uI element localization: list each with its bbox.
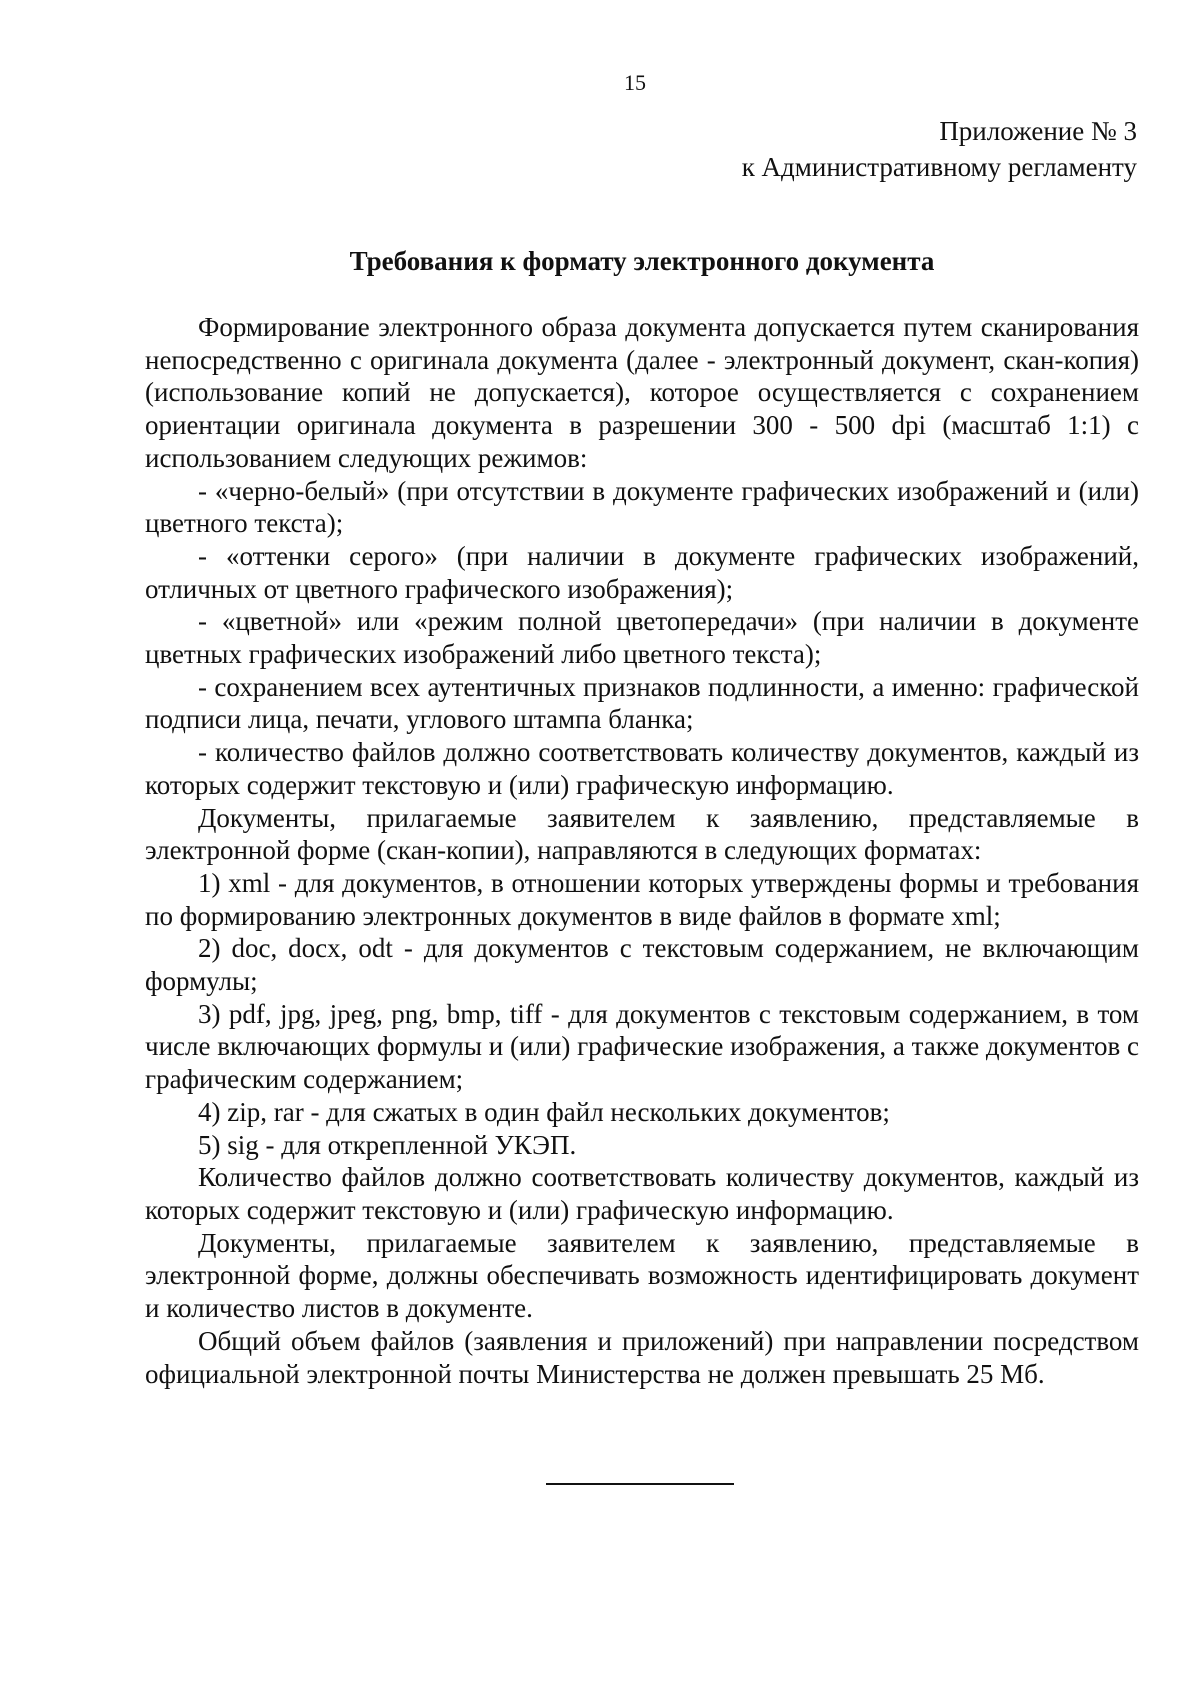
list-item-color: - «цветной» или «режим полной цветопередачи» (при наличии в документе цветных графических изображений либо цветного текста); [145,606,1139,670]
appendix-reference: к Административному регламенту [741,152,1137,182]
list-item-black-white: - «черно-белый» (при отсутствии в документе графических изображений и (или) цветного текста); [145,475,1139,539]
format-item-pdf: 3) pdf, jpg, jpeg, png, bmp, tiff - для документов с текстовым содержанием, в том числе включающих формулы и (или) графические изображения, а также документов с графическим содержанием; [145,998,1139,1095]
page-number: 15 [624,70,646,95]
appendix-header [742,113,1137,185]
paragraph-formats-intro: Документы, прилагаемые заявителем к заявлению, представляемые в электронной форме (скан-копии), направляются в следующих форматах: [145,802,1139,866]
paragraph-identification: Документы, прилагаемые заявителем к заявлению, представляемые в электронной форме, должны обеспечивать возможность идентифицировать документ и количество листов в документе. [145,1227,1139,1324]
format-item-sig: 5) sig - для открепленной УКЭП. [198,1129,577,1160]
end-divider [546,1483,734,1485]
paragraph-file-count: Количество файлов должно соответствовать количеству документов, каждый из которых содержит текстовую и (или) графическую информацию. [145,1162,1139,1225]
appendix-number: Приложение № 3 [939,116,1137,146]
paragraph-scanning-rules: Формирование электронного образа документа допускается путем сканирования непосредственно с оригинала документа (далее - электронный документ, скан-копия) (использование копий не допускается), которое осуществляется с сохранением ориентации оригинала документа в разрешении 300 - 500 dpi (масштаб 1:1) с использованием следующих режимов: [145,312,1139,473]
list-item-grayscale: - «оттенки серого» (при наличии в документе графических изображений, отличных от цветного графического изображения); [145,540,1139,604]
document-title: Требования к формату электронного документа [349,246,935,276]
document-body [145,311,1139,1390]
format-item-doc: 2) doc, docx, odt - для документов с текстовым содержанием, не включающим формулы; [145,933,1139,997]
format-item-xml: 1) xml - для документов, в отношении которых утверждены формы и требования по формированию электронных документов в виде файлов в формате xml; [145,867,1139,931]
list-item-file-count: - количество файлов должно соответствовать количеству документов, каждый из которых содержит текстовую и (или) графическую информацию. [145,737,1139,800]
paragraph-size-limit: Общий объем файлов (заявления и приложений) при направлении посредством официальной электронной почты Министерства не должен превышать 25 Мб. [145,1325,1139,1389]
format-item-zip: 4) zip, rar - для сжатых в один файл нескольких документов; [198,1096,890,1127]
list-item-authenticity: - сохранением всех аутентичных признаков подлинности, а именно: графической подписи лица, печати, углового штампа бланка; [145,671,1139,735]
